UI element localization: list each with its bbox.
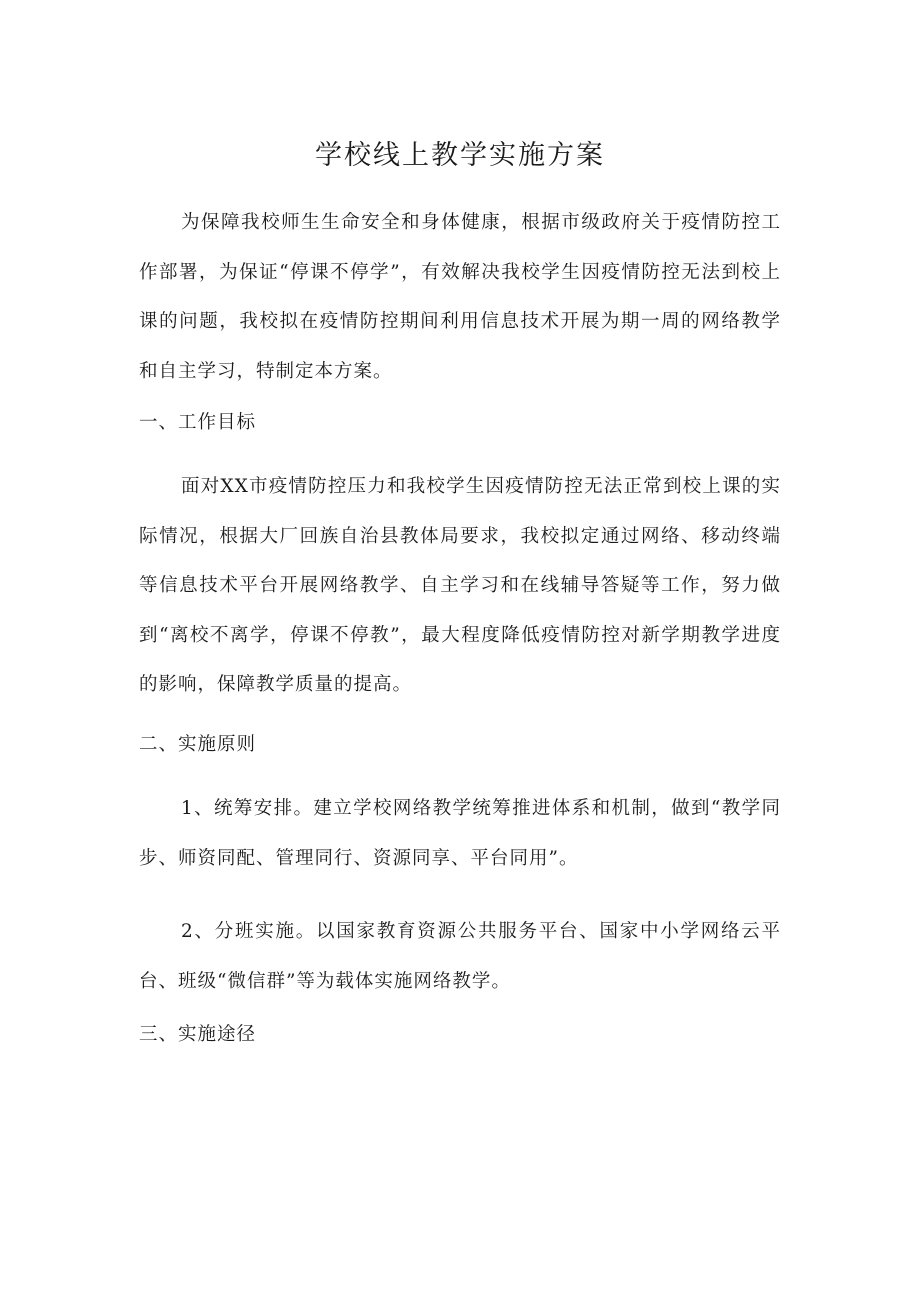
section-heading-goals: 一、工作目标 [139, 412, 257, 433]
goals-paragraph: 面对XX市疫情防控压力和我校学生因疫情防控无法正常到校上课的实际情况，根据大厂回族自治县教体局要求，我校拟定通过网络、移动终端等信息技术平台开展网络教学、自主学习和在线辅导答疑等工作，努力做到“离校不离学，停课不停教”，最大程度降低疫情防控对新学期教学进度的影响，保障教学质量的提高。 [139, 476, 781, 695]
document-title: 学校线上教学实施方案 [315, 140, 605, 171]
section-heading-principles: 二、实施原则 [139, 734, 257, 755]
section-heading-approach: 三、实施途径 [139, 1024, 257, 1045]
principle-item-1: 1、统筹安排。建立学校网络教学统筹推进体系和机制，做到“教学同步、师资同配、管理同行、资源同享、平台同用”。 [139, 798, 781, 869]
principle-item-2: 2、分班实施。以国家教育资源公共服务平台、国家中小学网络云平台、班级“微信群”等为载体实施网络教学。 [139, 921, 781, 992]
intro-paragraph: 为保障我校师生生命安全和身体健康，根据市级政府关于疫情防控工作部署，为保证“停课不停学”，有效解决我校学生因疫情防控无法到校上课的问题，我校拟在疫情防控期间利用信息技术开展为期一周的网络教学和自主学习，特制定本方案。 [139, 212, 781, 382]
